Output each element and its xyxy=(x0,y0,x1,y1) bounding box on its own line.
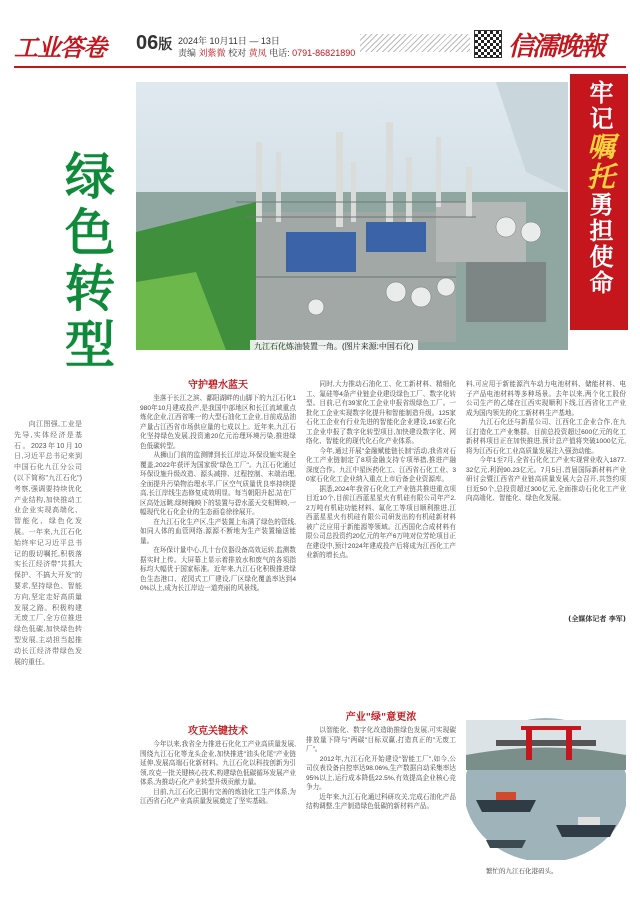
slogan-line-3: 勇担使命 xyxy=(585,192,614,296)
header-hatch-decoration xyxy=(360,34,470,52)
article-column-3a: 料,可应用于新能源汽车动力电池材料、储能材料、电子产品电池材料等多种场景。去年以来,两个化工股份公司生产的乙烯在江西实现顺利下线,江西省化工产业成为国内领先的化工新材料生产基地。 九江石化还与新星公司、江西化工企业合作,在九江打造化工产业集群。目前总投资超过600亿元的化工新材料项目正在加快推进,预计总产值将突破1000亿元,将为江西石化工业高质量发展注入强劲动能。 今年1至7月,全省石化化工产业实现营业收入1877.32亿元,利润90.23亿元。7月5日,首届国际新材料产业研讨会暨江西省产业链高质量发展大会召开,共签约项目近50个,总投资超过300亿元,全面推动石化化工产业向高端化、智能化、绿色化发展。 xyxy=(466,381,626,502)
page-number xyxy=(136,32,172,55)
left-masthead-logo: 工业答卷 xyxy=(14,33,106,62)
section-heading-3: 产业"绿"意更浓 xyxy=(345,712,417,723)
qr-code-icon xyxy=(474,30,502,58)
issue-date: 2024年 10月11日 — 13日 xyxy=(178,36,280,46)
author-signature: (全媒体记者 李军) xyxy=(568,615,626,623)
proofreader-name: 黄凤 xyxy=(248,48,267,58)
header-rule xyxy=(14,66,626,68)
port-photo xyxy=(466,700,626,860)
phone-label: 电话: xyxy=(269,48,290,58)
hero-caption: 九江石化炼油装置一角。(图片来源:中国石化) xyxy=(250,340,418,353)
editor-label: 责编 xyxy=(178,48,197,58)
right-masthead-logo: 信濡晚報 xyxy=(508,32,605,62)
slogan-line-2: 嘱托 xyxy=(583,132,616,192)
section-heading-2: 攻克关键技术 xyxy=(188,726,248,737)
proof-label: 校对 xyxy=(228,48,247,58)
intro-paragraph: 向江图强,工业是先导,实体经济是基石。2023年10月10日,习近平总书记来到中国石化九江分公司(以下简称"九江石化")考察,强调要持续优化产业结构,加快推动工业企业实现高端化、智能化、绿色化发展。一年来,九江石化始终牢记习近平总书记的殷切嘱托,积极落实长江经济带"共抓大保护、不搞大开发"的要求,坚持绿色、智能方向,坚定走好高质量发展之路。积极构建无废工厂,全方位推进绿色低碳,加快绿色转型发展,主动担当起推动长江经济带绿色发展的重任。 xyxy=(14,421,82,666)
port-illustration xyxy=(466,700,626,860)
article-column-1a: 坐落于长江之滨、鄱阳湖畔的山脚下的九江石化1980年10月建成投产,是我国中部地区和长江流域重点炼化企业,江西省唯一的大型石油化工企业,目前成品油产量占江西省市场供应量的七成以上。近年来,九江石化坚持绿色发展,投资逾20亿元治理环境污染,推进绿色低碳转型。 从狮山门前的监测牌到长江岸边,环保设施实现全覆盖,2022年获评为国家级"绿色工厂"。九江石化通过环保设施升级改造、源头减排、过程控制、末端治理,全面提升污染物治理水平,厂区空气质量优良率持续提高,长江岸线生态修复成效明显。每当朝阳升起,站在厂区高处远眺,绿树掩映下的装置与碧水蓝天交相辉映,一幅现代化石化企业的生态画卷徐徐展开。 在九江石化生产区,生产装置上布满了绿色的管线,如同人体的血管网络,源源不断地为生产装置输送能量。 在环保计量中心,几十台仪器设备高效运转,监测数据实时上传。大屏幕上显示着排放水和废气的各项指标均大幅优于国家标准。近年来,九江石化积极推进绿色生态港口、花园式工厂建设,厂区绿化覆盖率达到40%以上,成为长江岸边一道亮丽的风景线。 xyxy=(140,395,296,592)
editor-name: 刘紫微 xyxy=(198,48,226,58)
article-column-2a: 同时,大力推动石油化工、化工新材料、精细化工、氟硅等4条产业链企业建设绿色工厂、数字化转型。目前,已有39家化工企业申报省级绿色工厂。一批化工企业实现数字化提升和智能制造升级。125家石化工企业有行业先进的智能化企业建设,16家石化工企业申报了数字化转型项目,加快建设数字化、网络化、智能化的现代化石化产业体系。 今年,通过开展"金融赋能链长制"活动,我省对石化工产业链制定了8项金融支持专项举措,推进产融深度合作。九江中星医药化工、江西省石化工业、30家石化化工企业纳入重点上市后备企业资源库。 据悉,2024年我省石化化工产业链共推进重点项目近10个,目前江西蓝星星火有机硅有限公司年产2.2万吨有机硅功能材料、氟化工等项目顺利推进,江西蓝星星火有机硅有限公司研发出的有机硅新材料被广泛应用于新能源等领域。江西国化合成材料有限公司总投资约20亿元的年产6万吨对位芳纶项目正在建设中,预计2024年建成投产后将成为江西化工产业新的增长点。 xyxy=(306,381,456,559)
hero-photo xyxy=(136,82,568,350)
slogan-text xyxy=(574,80,624,296)
slogan-line-1: 牢记 xyxy=(585,80,614,132)
refinery-illustration xyxy=(136,82,568,350)
port-photo-caption: 繁忙的九江石化港码头。 xyxy=(486,868,558,875)
page-number-value: 06 xyxy=(136,32,159,54)
page-suffix: 版 xyxy=(158,36,173,52)
article-column-2b: 以智能化、数字化改造助推绿色发展,可实现碳排放量下降与"两碳"目标双赢,打造真正的"无废工厂"。 2012年,九江石化开始建设"智能工厂",如今,公司仪表设备自控率达98.06%,生产数据自动采集率达95%以上,运行成本降低22.5%,有效提高企业核心竞争力。 近年来,九江石化通过科研攻关,完成石油化产品结构调整,生产制造绿色低碳的新材料产品。 xyxy=(306,727,456,810)
section-heading-1: 守护碧水蓝天 xyxy=(188,380,248,391)
article-column-1b: 今年以来,我省全力推进石化化工产业高质量发展,围绕九江石化等龙头企业,加快推进"油头化尾"产业链延伸,发展高端石化新材料。九江石化以科技创新为引领,攻克一批关键核心技术,构建绿色低碳循环发展产业体系,为推动石化产业转型升级贡献力量。 目前,九江石化已拥有完善的炼油化工生产体系,为江西省石化产业高质量发展奠定了坚实基础。 xyxy=(140,741,296,805)
page-title: 绿色转型 xyxy=(57,150,116,374)
staff-line xyxy=(178,46,355,59)
phone-number: 0791-86821890 xyxy=(292,48,356,58)
